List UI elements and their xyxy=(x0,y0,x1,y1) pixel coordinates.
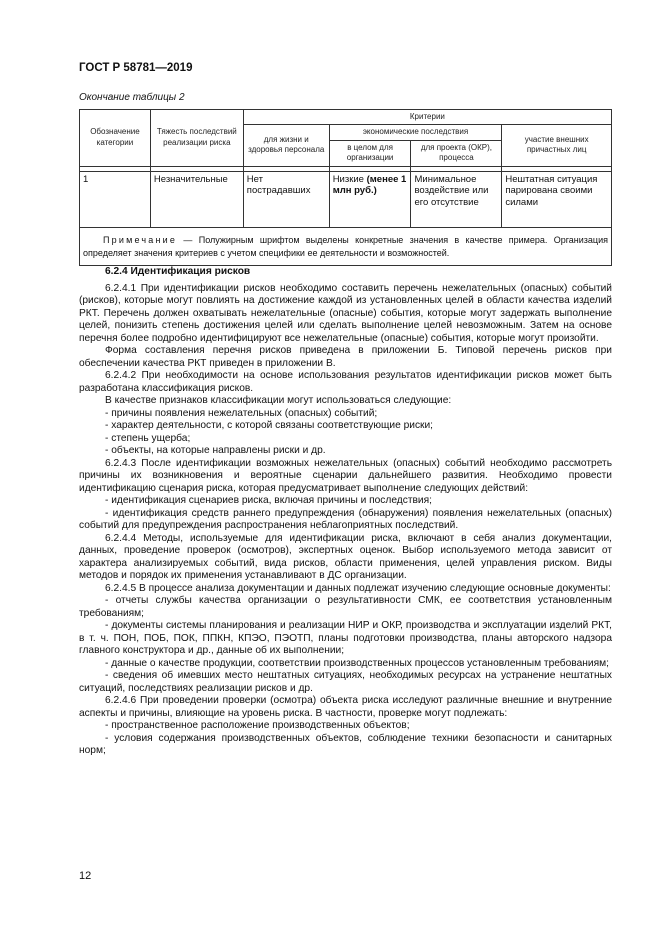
list-item: - данные о качестве продукции, соответствии производственных процессов установленным требованиям; xyxy=(105,657,609,669)
paragraph: Форма составления перечня рисков приведена в приложении Б. Типовой перечень рисков при обеспечении качества РКТ приведен в приложении В. xyxy=(79,345,612,369)
table-row xyxy=(80,171,612,227)
col-header-life: для жизни и здоровья персонала xyxy=(243,125,329,166)
col-header-category: Обозначение категории xyxy=(80,110,151,167)
criteria-table xyxy=(79,109,612,266)
cell-project: Минимальное воздействие или его отсутствие xyxy=(411,171,502,227)
table-header-row xyxy=(80,110,612,125)
table-note xyxy=(80,227,612,265)
cell-category: 1 xyxy=(80,171,151,227)
note-text: — Полужирным шрифтом выделены конкретные значения в качестве примера. Организация определяет значения критериев с учетом специфики ее деятельности и возможностей. xyxy=(83,234,608,258)
list-item: - характер деятельности, с которой связаны соответствующие риски; xyxy=(105,420,434,431)
paragraph: 6.2.4.5 В процессе анализа документации и данных подлежат изучению следующие основные документы: xyxy=(105,582,611,594)
paragraph-list xyxy=(79,283,612,758)
table-caption: Окончание таблицы 2 xyxy=(79,92,185,103)
table-note-row xyxy=(80,227,612,265)
section-body xyxy=(79,266,612,758)
paragraph: 6.2.4.3 После идентификации возможных нежелательных (опасных) событий необходимо рассмотреть причины их возникновения и вероятные сценарии дальнейшего развития. Необходимо провести идентификацию сценария риска, которая предусматривает выполнение следующих действий: xyxy=(79,457,612,494)
cell-severity: Незначительные xyxy=(150,171,243,227)
list-item: - отчеты службы качества организации о результативности СМК, ее соответствия установленным требованиям; xyxy=(79,595,612,619)
page-number: 12 xyxy=(79,870,92,882)
note-label: Примечание xyxy=(103,234,178,245)
list-item: - сведения об имевших место нештатных ситуациях, необходимых ресурсах на устранение нештатных ситуаций, последствиях реализации рисков и др. xyxy=(79,670,612,694)
paragraph: В качестве признаков классификации могут использоваться следующие: xyxy=(105,395,452,406)
col-header-severity: Тяжесть последствий реализации риска xyxy=(150,110,243,167)
list-item: - степень ущерба; xyxy=(105,432,191,444)
list-item: - документы системы планирования и реализации НИР и ОКР, производства и эксплуатации изделий РКТ, в т. ч. ПОН, ПОБ, ПОК, ППКН, КПЭО, ПЭОТП, планы подготовки производства, планы авторского надзора главного конструктора и др., данные об их выполнении; xyxy=(79,620,612,656)
paragraph: 6.2.4.6 При проведении проверки (осмотра) объекта риска исследуют различные внешние и внутренние аспекты и причины, влияющие на уровень риска. В частности, проверке могут подлежать: xyxy=(79,695,612,719)
document-header: ГОСТ Р 58781—2019 xyxy=(79,62,193,74)
cell-life: Нет пострадавших xyxy=(243,171,329,227)
col-header-criteria: Критерии xyxy=(243,110,611,125)
list-item: - идентификация средств раннего предупреждения (обнаружения) появления нежелательных (опасных) событий для предупреждения распространения неблагоприятных последствий. xyxy=(79,507,612,531)
cell-org-bold: (менее 1 млн руб.) xyxy=(332,173,407,197)
section-heading: 6.2.4 Идентификация рисков xyxy=(105,266,251,277)
cell-parties: Нештатная ситуация парирована своими силами xyxy=(502,171,612,227)
paragraph: 6.2.4.4 Методы, используемые для идентификации риска, включают в себя анализ документации, данных, проведение проверок (осмотров), экспертных оценок. Выбор используемого метода зависит от характера анализируемых событий, вида рисков, области применения, целей управления риском. Виды методов и порядок их применения устанавливают в ДС организации. xyxy=(79,532,612,581)
paragraph: 6.2.4.1 При идентификации рисков необходимо составить перечень нежелательных (опасных) событий (рисков), которые могут повлиять на достижение каждой из установленных целей в области качества изделий РКТ. Перечень должен охватывать нежелательные (опасные) события, которые могут задержать выполнение целей, понизить степень достижения целей или сделать выполнение целей невозможным. Затем на основе перечня более подробно идентифицируют все нежелательные (опасные) события, которые могут произойти. xyxy=(79,282,612,344)
list-item: - идентификация сценариев риска, включая причины и последствия; xyxy=(105,495,432,506)
col-header-economic: экономические последствия xyxy=(329,125,502,140)
cell-org-text: Низкие xyxy=(332,173,367,185)
list-item: - пространственное расположение производственных объектов; xyxy=(105,720,410,731)
col-header-org: в целом для организации xyxy=(329,140,411,166)
cell-org xyxy=(329,171,411,227)
list-item: - условия содержания производственных объектов, соблюдение техники безопасности и санитарных норм; xyxy=(79,732,612,756)
paragraph: 6.2.4.2 При необходимости на основе использования результатов идентификации рисков может быть разработана классификация рисков. xyxy=(79,370,612,394)
list-item: - причины появления нежелательных (опасных) событий; xyxy=(105,407,378,419)
col-header-project: для проекта (ОКР), процесса xyxy=(411,140,502,166)
col-header-parties: участие внешних причастных лиц xyxy=(502,125,612,166)
list-item: - объекты, на которые направлены риски и др. xyxy=(105,445,326,456)
